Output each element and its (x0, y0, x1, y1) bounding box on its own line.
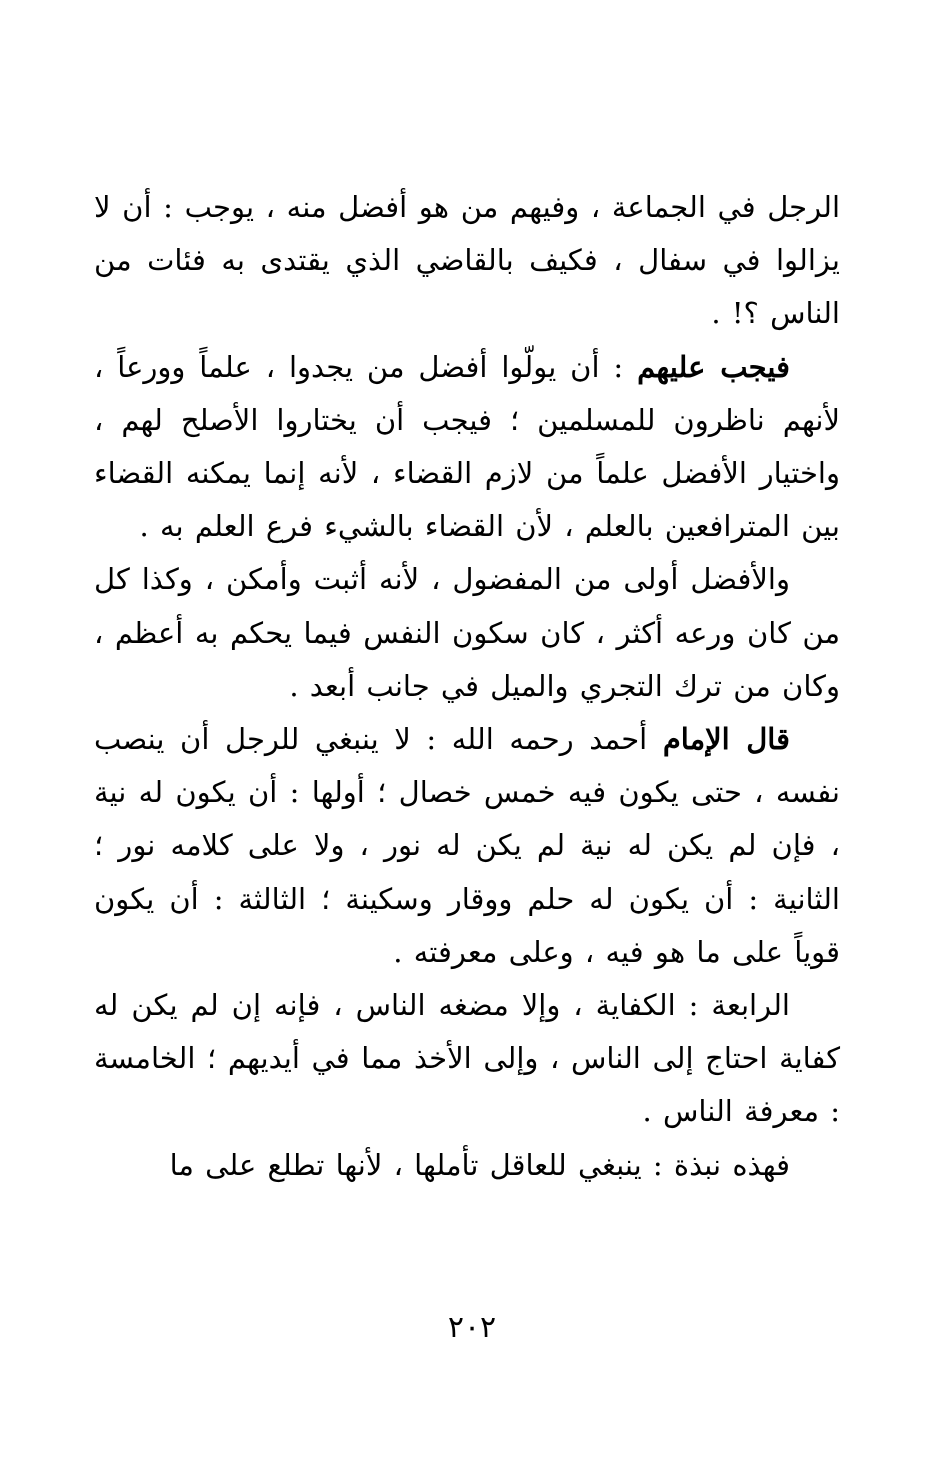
paragraph-4-text: أحمد رحمه الله : لا ينبغي للرجل أن ينصب نفسه ، حتى يكون فيه خمس خصال ؛ أولها : أن يكون له نية ، فإن لم يكن له نية لم يكن له نور ، ولا على كلامه نور ؛ الثانية : أن يكون له حلم ووقار وسكينة ؛ الثالثة : أن يكون قوياً على ما هو فيه ، وعلى معرفته . (94, 722, 840, 969)
paragraph-4 (94, 713, 840, 979)
paragraph-5 (94, 979, 840, 1139)
paragraph-3-text: والأفضل أولى من المفضول ، لأنه أثبت وأمكن ، وكذا كل من كان ورعه أكثر ، كان سكون النفس فيما يحكم به أعظم ، وكان من ترك التجري والميل في جانب أبعد . (94, 562, 840, 703)
paragraph-2-lead: فيجب عليهم (637, 349, 790, 384)
paragraph-1 (94, 181, 840, 341)
body-text (94, 181, 840, 1192)
paragraph-2-text: : أن يولّوا أفضل من يجدوا ، علماً وورعاً ، لأنهم ناظرون للمسلمين ؛ فيجب أن يختاروا الأصلح لهم ، واختيار الأفضل علماً من لازم القضاء ، لأنه إنما يمكنه القضاء بين المترافعين بالعلم ، لأن القضاء بالشيء فرع العلم به . (94, 349, 840, 544)
page-number: ٢٠٢ (447, 1310, 497, 1345)
paragraph-1-text: الرجل في الجماعة ، وفيهم من هو أفضل منه ، يوجب : أن لا يزالوا في سفال ، فكيف بالقاضي الذي يقتدى به فئات من الناس ؟! . (94, 190, 840, 331)
paragraph-2 (94, 341, 840, 554)
paragraph-5-text: الرابعة : الكفاية ، وإلا مضغه الناس ، فإنه إن لم يكن له كفاية احتاج إلى الناس ، وإلى الأخذ مما في أيديهم ؛ الخامسة : معرفة الناس . (94, 988, 840, 1129)
paragraph-3 (94, 553, 840, 713)
paragraph-6-text: فهذه نبذة : ينبغي للعاقل تأملها ، لأنها تطلع على ما (169, 1147, 790, 1182)
paragraph-4-lead: قال الإمام (662, 722, 790, 757)
paragraph-6 (94, 1139, 840, 1192)
